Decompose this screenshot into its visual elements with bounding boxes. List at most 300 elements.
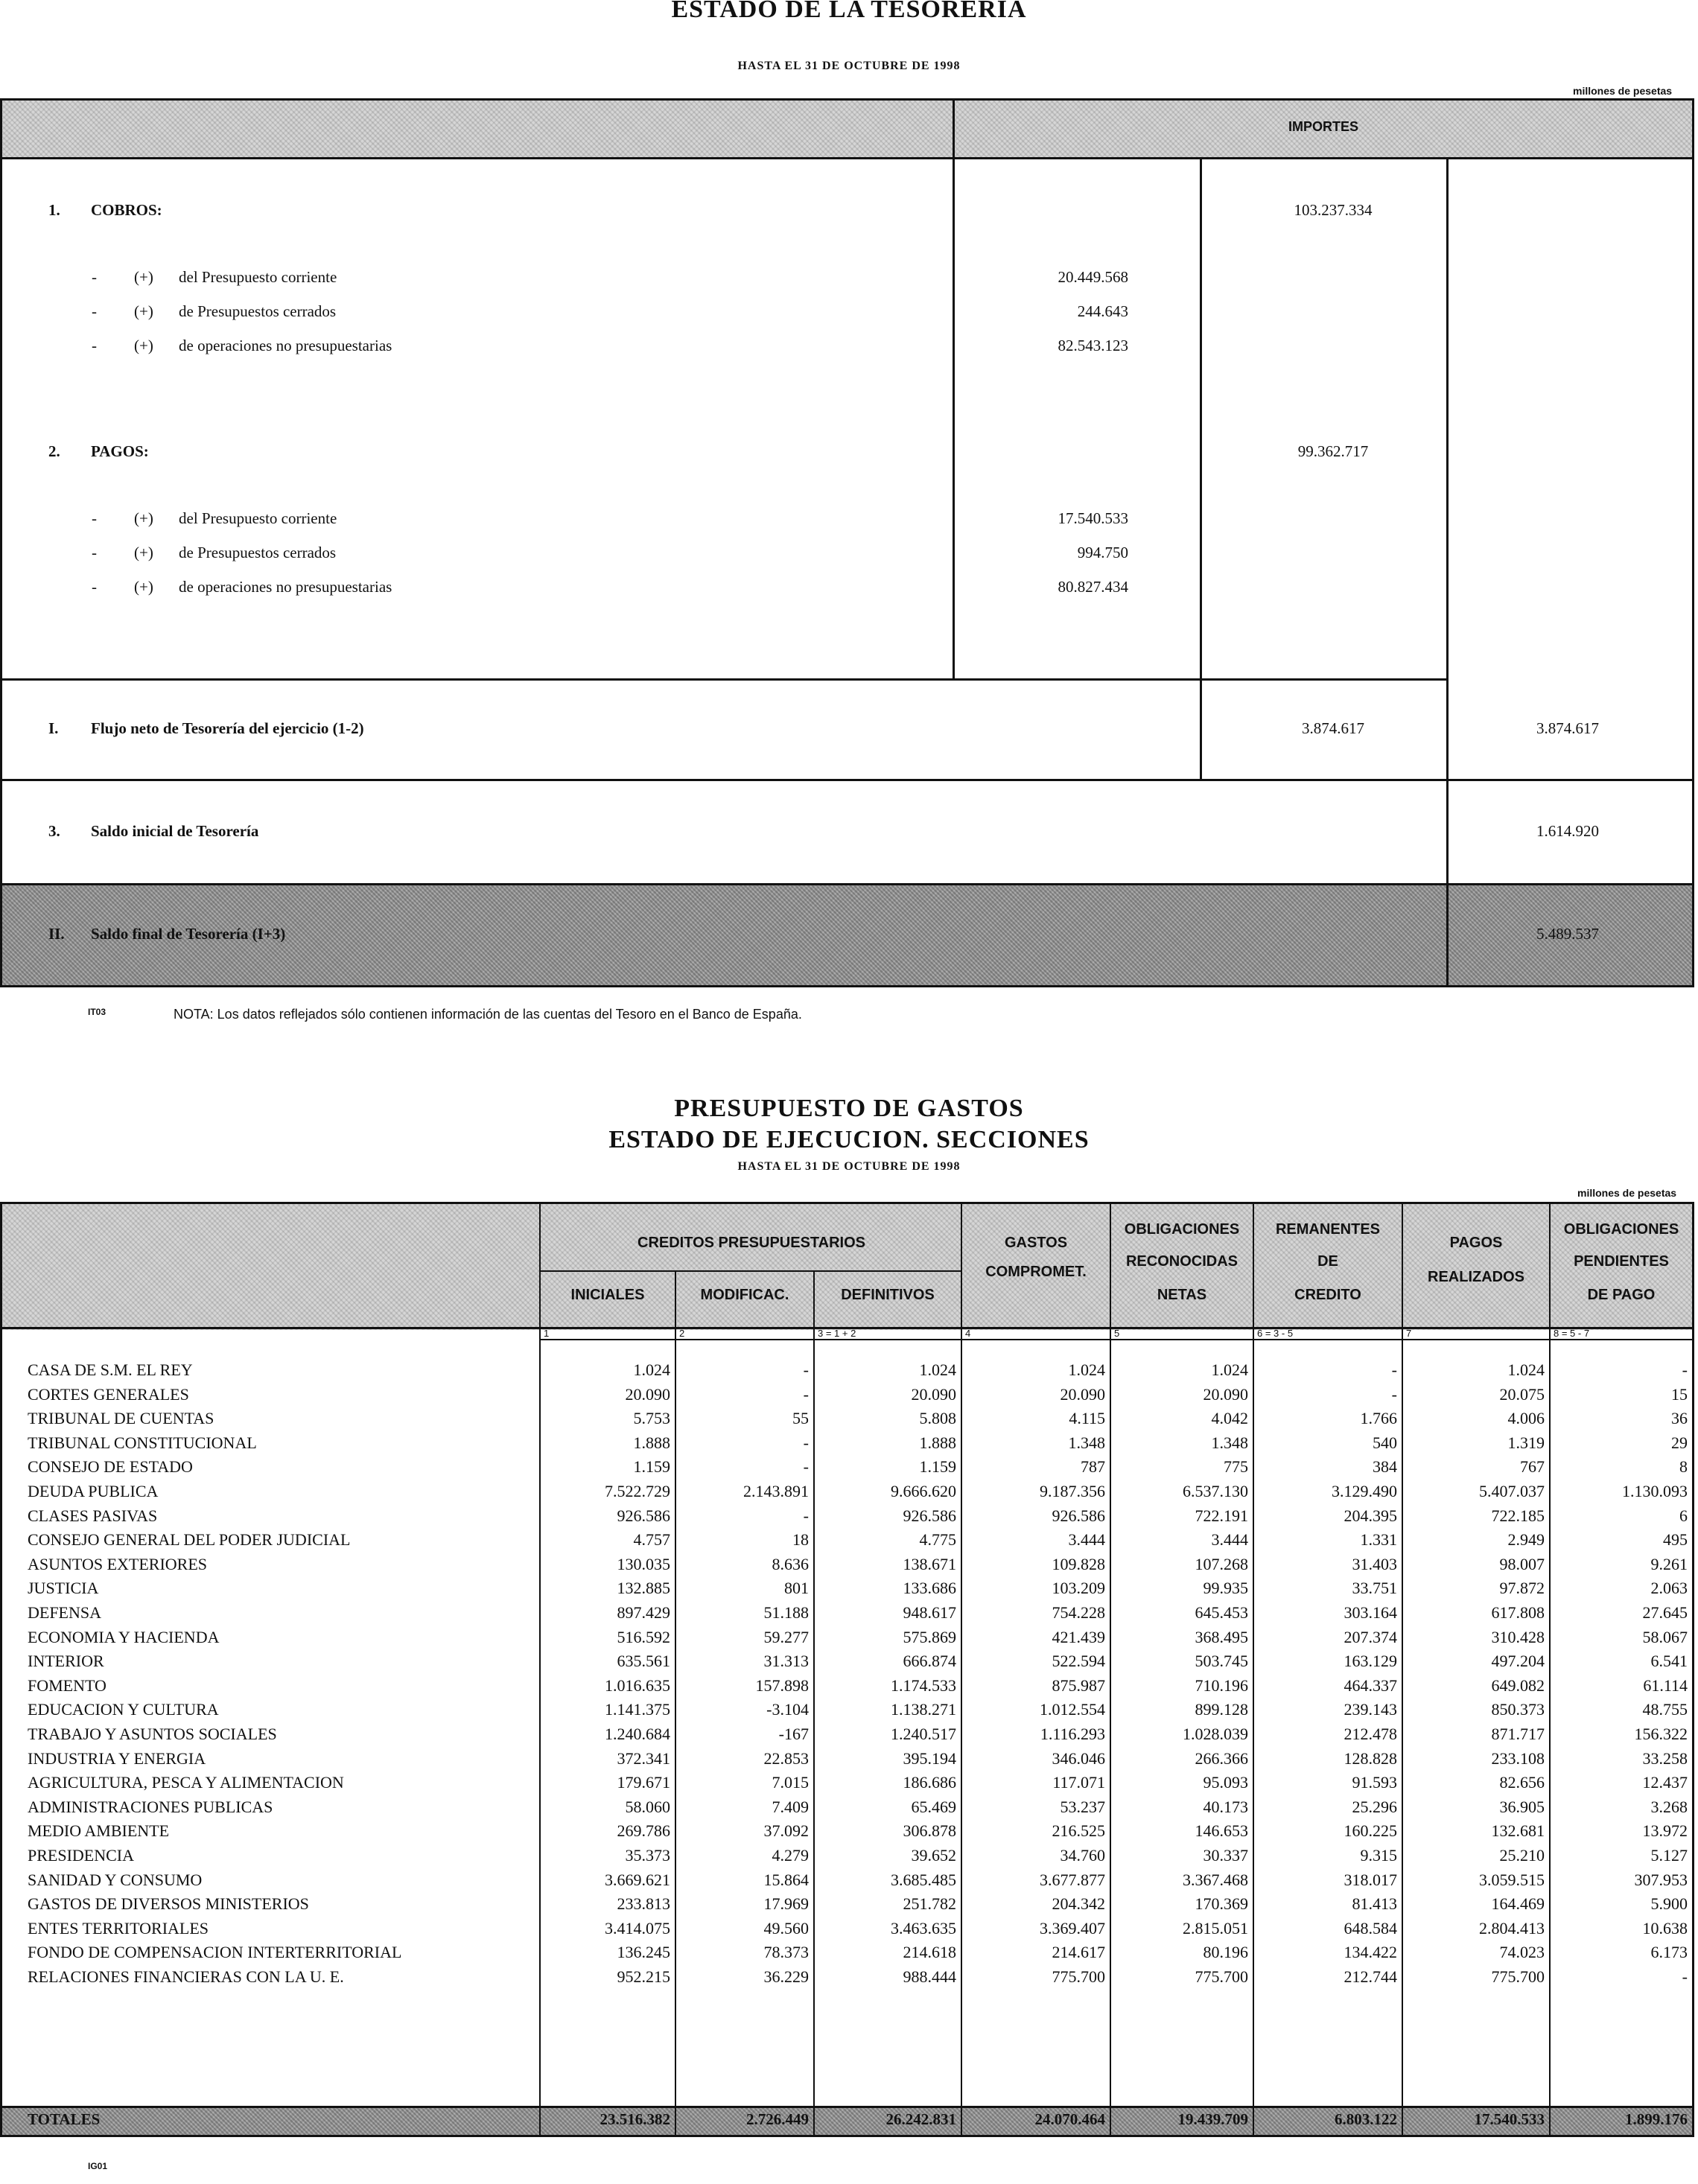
cell-value: 926.586 — [617, 1506, 670, 1525]
cell-value: 3.677.877 — [1040, 1870, 1105, 1889]
totales-value: 1.899.176 — [1625, 2110, 1688, 2128]
cell-value: 13.972 — [1642, 1821, 1688, 1841]
cell-value: 421.439 — [1052, 1627, 1105, 1646]
section-name: CLASES PASIVAS — [28, 1506, 158, 1525]
header-creditos: CREDITOS PRESUPUESTARIOS — [637, 1235, 865, 1251]
cell-value: 80.196 — [1203, 1943, 1248, 1962]
section-name: GASTOS DE DIVERSOS MINISTERIOS — [28, 1894, 309, 1914]
cell-value: 156.322 — [1634, 1725, 1688, 1743]
cell-value: 34.760 — [1060, 1846, 1105, 1865]
cell-value: 4.279 — [772, 1846, 809, 1865]
saldo-inicial-num: 3. — [48, 822, 60, 840]
section-name: DEUDA PUBLICA — [28, 1482, 159, 1500]
cell-value: 1.130.093 — [1622, 1482, 1688, 1500]
cell-value: 9.187.356 — [1040, 1482, 1105, 1500]
cell-value: 179.671 — [617, 1773, 670, 1792]
cell-value: 78.373 — [763, 1943, 809, 1962]
cell-value: 9.666.620 — [891, 1482, 956, 1500]
cell-value: 1.240.517 — [891, 1725, 956, 1743]
cell-value: 1.028.039 — [1183, 1725, 1248, 1743]
cell-value: 5.753 — [633, 1409, 670, 1428]
flujo-value-total: 3.874.617 — [1536, 719, 1599, 737]
cell-value: 6 — [1679, 1506, 1688, 1525]
table-row — [0, 1385, 1698, 1410]
cell-value: 3.059.515 — [1479, 1870, 1545, 1889]
header-pendientes: OBLIGACIONES — [1563, 1221, 1679, 1238]
cell-value: 2.063 — [1650, 1579, 1688, 1598]
cell-value: 649.082 — [1491, 1675, 1545, 1695]
cell-value: 926.586 — [903, 1506, 956, 1525]
header-gastos: GASTOS — [1004, 1235, 1068, 1251]
cell-value: 269.786 — [617, 1821, 670, 1841]
col-number: 4 — [965, 1328, 971, 1339]
cell-value: 1.116.293 — [1040, 1725, 1105, 1743]
cell-value: 4.006 — [1507, 1409, 1545, 1428]
cell-value: 216.525 — [1052, 1821, 1105, 1841]
cell-value: 722.191 — [1195, 1506, 1248, 1525]
cell-value: 1.138.271 — [891, 1700, 956, 1719]
cell-value: 775 — [1224, 1457, 1248, 1477]
cell-value: 897.429 — [617, 1603, 670, 1622]
cell-value: 164.469 — [1491, 1894, 1545, 1914]
cell-value: 109.828 — [1052, 1554, 1105, 1573]
table-row — [0, 1457, 1698, 1482]
section-name: ECONOMIA Y HACIENDA — [28, 1627, 220, 1646]
cell-value: 1.024 — [1507, 1360, 1545, 1379]
cell-value: 107.268 — [1195, 1554, 1248, 1573]
cell-value: 25.210 — [1499, 1846, 1545, 1865]
tesoreria-unit: millones de pesetas — [1573, 85, 1673, 97]
totales-value: 23.516.382 — [600, 2110, 670, 2128]
section-name: EDUCACION Y CULTURA — [28, 1700, 219, 1719]
section-name: DEFENSA — [28, 1603, 102, 1622]
section-name: MEDIO AMBIENTE — [28, 1821, 170, 1841]
tesoreria-code: IT03 — [88, 1007, 106, 1017]
cell-value: 1.159 — [919, 1457, 956, 1477]
cell-value: - — [1391, 1360, 1397, 1379]
cell-value: 3.369.407 — [1040, 1918, 1105, 1938]
cobros-label: COBROS: — [91, 201, 162, 219]
cell-value: 3.444 — [1068, 1530, 1105, 1550]
cell-value: 645.453 — [1195, 1603, 1248, 1622]
cell-value: 516.592 — [617, 1627, 670, 1646]
cell-value: 98.007 — [1499, 1554, 1545, 1573]
cell-value: 310.428 — [1491, 1627, 1545, 1646]
section-name: PRESIDENCIA — [28, 1846, 135, 1865]
cell-value: 239.143 — [1344, 1700, 1397, 1719]
cell-value: 1.331 — [1360, 1530, 1397, 1550]
gastos-subtitle: HASTA EL 31 DE OCTUBRE DE 1998 — [737, 1160, 961, 1173]
cell-value: 51.188 — [763, 1603, 809, 1622]
cell-value: 1.319 — [1507, 1433, 1545, 1452]
cell-value: 1.024 — [919, 1360, 956, 1379]
cell-value: 1.348 — [1211, 1433, 1248, 1452]
cell-value: 58.060 — [625, 1797, 670, 1816]
table-row — [0, 1773, 1698, 1798]
cell-value: 36.229 — [763, 1967, 809, 1986]
cell-value: 212.478 — [1344, 1725, 1397, 1743]
pagos-total: 99.362.717 — [1297, 442, 1369, 460]
table-row — [0, 1871, 1698, 1895]
cell-value: 74.023 — [1499, 1943, 1545, 1962]
cell-value: 346.046 — [1052, 1748, 1105, 1768]
cell-value: 6.173 — [1650, 1943, 1688, 1962]
cell-value: 767 — [1520, 1457, 1545, 1477]
tesoreria-title: ESTADO DE LA TESORERIA — [671, 0, 1027, 23]
section-name: FONDO DE COMPENSACION INTERTERRITORIAL — [28, 1943, 402, 1962]
cell-value: 65.469 — [911, 1797, 956, 1816]
cell-value: 18 — [792, 1530, 809, 1550]
cell-value: 4.115 — [1069, 1409, 1105, 1428]
cell-value: 186.686 — [903, 1773, 956, 1792]
cell-value: 233.813 — [617, 1894, 670, 1914]
section-name: ENTES TERRITORIALES — [28, 1918, 209, 1938]
totales-value: 19.439.709 — [1177, 2110, 1248, 2128]
cell-value: 8 — [1679, 1457, 1688, 1477]
saldo-final-label: Saldo final de Tesorería (I+3) — [91, 925, 286, 943]
cell-value: 33.258 — [1642, 1748, 1688, 1768]
cell-value: 204.395 — [1344, 1506, 1397, 1525]
cell-value: 15.864 — [763, 1870, 809, 1889]
cell-value: - — [1682, 1360, 1688, 1379]
table-row — [0, 1919, 1698, 1943]
cell-value: 20.090 — [1203, 1384, 1248, 1404]
header-obligaciones: OBLIGACIONES — [1124, 1221, 1240, 1238]
saldo-final-value: 5.489.537 — [1536, 925, 1599, 943]
pagos-num: 2. — [48, 442, 60, 460]
saldo-inicial-value: 1.614.920 — [1536, 822, 1599, 840]
cell-value: 20.075 — [1499, 1384, 1545, 1404]
cell-value: 132.885 — [617, 1579, 670, 1598]
cell-value: 4.757 — [633, 1530, 670, 1550]
cell-value: -3.104 — [766, 1700, 809, 1719]
table-row — [0, 1798, 1698, 1822]
section-name: ADMINISTRACIONES PUBLICAS — [28, 1797, 273, 1816]
cell-value: 6.541 — [1650, 1652, 1688, 1671]
section-name: FOMENTO — [28, 1675, 106, 1695]
header-modificac: MODIFICAC. — [700, 1287, 789, 1303]
cell-value: 20.090 — [625, 1384, 670, 1404]
cell-value: 307.953 — [1634, 1870, 1688, 1889]
cell-value: 1.348 — [1068, 1433, 1105, 1452]
cell-value: - — [1682, 1967, 1688, 1986]
cell-value: 91.593 — [1352, 1773, 1397, 1792]
cell-value: 12.437 — [1642, 1773, 1688, 1792]
table-row — [0, 1506, 1698, 1531]
table-row — [0, 1409, 1698, 1433]
header-pendientes-2: PENDIENTES — [1574, 1253, 1669, 1270]
cell-value: 138.671 — [903, 1554, 956, 1573]
header-iniciales: INICIALES — [570, 1287, 645, 1303]
saldo-final-num: II. — [48, 925, 65, 943]
cell-value: 157.898 — [755, 1675, 809, 1695]
cell-value: 10.638 — [1642, 1918, 1688, 1938]
section-name: ASUNTOS EXTERIORES — [28, 1554, 208, 1573]
header-remanentes-2: DE — [1317, 1253, 1338, 1270]
cell-value: 20.090 — [1060, 1384, 1105, 1404]
cell-value: 160.225 — [1344, 1821, 1397, 1841]
section-name: JUSTICIA — [28, 1579, 99, 1598]
cell-value: 103.209 — [1052, 1579, 1105, 1598]
cell-value: 214.618 — [903, 1943, 956, 1962]
cell-value: 3.444 — [1211, 1530, 1248, 1550]
cell-value: 5.808 — [919, 1409, 956, 1428]
cell-value: 9.261 — [1650, 1554, 1688, 1573]
cell-value: 3.669.621 — [605, 1870, 670, 1889]
col-number: 8 = 5 - 7 — [1554, 1328, 1590, 1339]
cell-value: 170.369 — [1195, 1894, 1248, 1914]
cell-value: - — [1391, 1384, 1397, 1404]
cell-value: 4.775 — [919, 1530, 956, 1550]
cell-value: 540 — [1373, 1433, 1397, 1452]
cell-value: 7.409 — [772, 1797, 809, 1816]
cell-value: 384 — [1373, 1457, 1397, 1477]
cell-value: 722.185 — [1491, 1506, 1545, 1525]
cell-value: 2.949 — [1507, 1530, 1545, 1550]
cell-value: 710.196 — [1195, 1675, 1248, 1695]
col-number: 3 = 1 + 2 — [818, 1328, 856, 1339]
table-row — [0, 1628, 1698, 1652]
table-row — [0, 1482, 1698, 1506]
col-number: 5 — [1114, 1328, 1120, 1339]
importes-header: IMPORTES — [1288, 119, 1359, 134]
cell-value: 948.617 — [903, 1603, 956, 1622]
section-name: AGRICULTURA, PESCA Y ALIMENTACION — [28, 1773, 344, 1792]
cell-value: 801 — [784, 1579, 809, 1598]
gastos-header-band — [1, 1203, 1692, 1330]
cell-value: 306.878 — [903, 1821, 956, 1841]
cell-value: 25.296 — [1352, 1797, 1397, 1816]
cell-value: 850.373 — [1491, 1700, 1545, 1719]
cell-value: 33.751 — [1352, 1579, 1397, 1598]
cell-value: 266.366 — [1195, 1748, 1248, 1768]
col-number: 2 — [679, 1328, 685, 1339]
cell-value: 251.782 — [903, 1894, 956, 1914]
cell-value: 3.414.075 — [605, 1918, 670, 1938]
section-name: TRIBUNAL CONSTITUCIONAL — [28, 1433, 257, 1452]
cell-value: 2.143.891 — [743, 1482, 809, 1500]
section-name: SANIDAD Y CONSUMO — [28, 1870, 203, 1889]
cell-value: 522.594 — [1052, 1652, 1105, 1671]
cell-value: 95.093 — [1203, 1773, 1248, 1792]
cell-value: 368.495 — [1195, 1627, 1248, 1646]
cell-value: 58.067 — [1642, 1627, 1688, 1646]
section-name: TRIBUNAL DE CUENTAS — [28, 1409, 214, 1428]
cell-value: 8.636 — [772, 1554, 809, 1573]
cell-value: 1.174.533 — [891, 1675, 956, 1695]
flujo-value: 3.874.617 — [1302, 719, 1364, 737]
totales-value: 2.726.449 — [746, 2110, 809, 2128]
totales-value: 24.070.464 — [1034, 2110, 1105, 2128]
saldo-inicial-label: Saldo inicial de Tesorería — [91, 822, 259, 840]
cell-value: 875.987 — [1052, 1675, 1105, 1695]
section-name: INTERIOR — [28, 1652, 104, 1671]
cell-value: 775.700 — [1052, 1967, 1105, 1986]
header-remanentes: REMANENTES — [1275, 1221, 1380, 1238]
cell-value: 29 — [1671, 1433, 1688, 1452]
cell-value: 648.584 — [1344, 1918, 1397, 1938]
cell-value: 136.245 — [617, 1943, 670, 1962]
cell-value: 97.872 — [1499, 1579, 1545, 1598]
cell-value: 617.808 — [1491, 1603, 1545, 1622]
table-row — [0, 1579, 1698, 1603]
cell-value: 775.700 — [1491, 1967, 1545, 1986]
cell-value: 5.407.037 — [1479, 1482, 1545, 1500]
cell-value: 3.463.635 — [891, 1918, 956, 1938]
table-row — [0, 1846, 1698, 1871]
cell-value: 787 — [1081, 1457, 1105, 1477]
totales-label: TOTALES — [28, 2110, 101, 2128]
cell-value: 27.645 — [1642, 1603, 1688, 1622]
cell-value: 233.108 — [1491, 1748, 1545, 1768]
flujo-num: I. — [48, 719, 59, 737]
cell-value: 1.141.375 — [605, 1700, 670, 1719]
cell-value: 1.024 — [633, 1360, 670, 1379]
cell-value: - — [803, 1360, 809, 1379]
cell-value: 30.337 — [1203, 1846, 1248, 1865]
cell-value: 395.194 — [903, 1748, 956, 1768]
cell-value: 207.374 — [1344, 1627, 1397, 1646]
section-name: CORTES GENERALES — [28, 1384, 189, 1404]
cell-value: 163.129 — [1344, 1652, 1397, 1671]
cell-value: 1.888 — [919, 1433, 956, 1452]
cell-value: 128.828 — [1344, 1748, 1397, 1768]
cell-value: 899.128 — [1195, 1700, 1248, 1719]
totales-value: 26.242.831 — [885, 2110, 956, 2128]
section-name: CONSEJO GENERAL DEL PODER JUDICIAL — [28, 1530, 351, 1550]
cell-value: 575.869 — [903, 1627, 956, 1646]
cell-value: 15 — [1671, 1384, 1688, 1404]
cell-value: 130.035 — [617, 1554, 670, 1573]
cell-value: 1.766 — [1360, 1409, 1397, 1428]
header-remanentes-3: CREDITO — [1294, 1287, 1361, 1303]
cell-value: 146.653 — [1195, 1821, 1248, 1841]
header-gastos-2: COMPROMET. — [985, 1264, 1087, 1280]
cell-value: 497.204 — [1491, 1652, 1545, 1671]
section-name: CASA DE S.M. EL REY — [28, 1360, 193, 1379]
cell-value: 952.215 — [617, 1967, 670, 1986]
cell-value: 775.700 — [1195, 1967, 1248, 1986]
cell-value: 1.024 — [1211, 1360, 1248, 1379]
section-name: CONSEJO DE ESTADO — [28, 1457, 193, 1477]
col-number: 7 — [1406, 1328, 1412, 1339]
header-obligaciones-2: RECONOCIDAS — [1125, 1253, 1238, 1270]
cell-value: 5.127 — [1650, 1846, 1688, 1865]
cell-value: 3.268 — [1650, 1797, 1688, 1816]
cell-value: 117.071 — [1052, 1773, 1105, 1792]
cell-value: 3.685.485 — [891, 1870, 956, 1889]
cell-value: 40.173 — [1203, 1797, 1248, 1816]
cell-value: 36.905 — [1499, 1797, 1545, 1816]
cell-value: 214.617 — [1052, 1943, 1105, 1962]
cell-value: 666.874 — [903, 1652, 956, 1671]
cell-value: 1.012.554 — [1040, 1700, 1105, 1719]
table-row — [0, 1652, 1698, 1676]
table-row — [0, 1967, 1698, 1992]
cell-value: 503.745 — [1195, 1652, 1248, 1671]
cell-value: 59.277 — [763, 1627, 809, 1646]
cobros-num: 1. — [48, 201, 60, 219]
cell-value: 3.129.490 — [1332, 1482, 1397, 1500]
header-obligaciones-3: NETAS — [1157, 1287, 1207, 1303]
cell-value: 5.900 — [1650, 1894, 1688, 1914]
cell-value: - — [803, 1384, 809, 1404]
cell-value: 2.815.051 — [1183, 1918, 1248, 1938]
pagos-label: PAGOS: — [91, 442, 149, 460]
cell-value: 988.444 — [903, 1967, 956, 1986]
table-row — [0, 1530, 1698, 1555]
cell-value: 35.373 — [625, 1846, 670, 1865]
cell-value: 495 — [1663, 1530, 1688, 1550]
cell-value: 464.337 — [1344, 1675, 1397, 1695]
section-name: TRABAJO Y ASUNTOS SOCIALES — [28, 1725, 277, 1743]
cell-value: 318.017 — [1344, 1870, 1397, 1889]
cell-value: 17.969 — [763, 1894, 809, 1914]
cell-value: 9.315 — [1360, 1846, 1397, 1865]
cell-value: 1.240.684 — [605, 1725, 670, 1743]
table-row — [0, 1821, 1698, 1846]
gastos-title-2: ESTADO DE EJECUCION. SECCIONES — [608, 1126, 1090, 1153]
cell-value: 6.537.130 — [1183, 1482, 1248, 1500]
col-number: 6 = 3 - 5 — [1257, 1328, 1294, 1339]
table-row — [0, 1603, 1698, 1628]
cell-value: 99.935 — [1203, 1579, 1248, 1598]
header-pagos: PAGOS — [1449, 1235, 1503, 1251]
cell-value: 82.656 — [1499, 1773, 1545, 1792]
cell-value: 372.341 — [617, 1748, 670, 1768]
cell-value: 3.367.468 — [1183, 1870, 1248, 1889]
tesoreria-subtitle: HASTA EL 31 DE OCTUBRE DE 1998 — [737, 60, 961, 72]
cell-value: 31.403 — [1352, 1554, 1397, 1573]
table-row — [0, 1725, 1698, 1749]
tesoreria-header-band — [1, 100, 1692, 158]
section-name: INDUSTRIA Y ENERGIA — [28, 1748, 206, 1768]
cell-value: 303.164 — [1344, 1603, 1397, 1622]
cell-value: 871.717 — [1491, 1725, 1545, 1743]
header-pendientes-3: DE PAGO — [1587, 1287, 1656, 1303]
table-row — [0, 1749, 1698, 1774]
cell-value: 39.652 — [911, 1846, 956, 1865]
cell-value: - — [803, 1457, 809, 1477]
cell-value: 2.804.413 — [1479, 1918, 1545, 1938]
cell-value: 53.237 — [1060, 1797, 1105, 1816]
cell-value: 81.413 — [1352, 1894, 1397, 1914]
table-row — [0, 1555, 1698, 1579]
cell-value: 754.228 — [1052, 1603, 1105, 1622]
totales-value: 17.540.533 — [1474, 2110, 1545, 2128]
table-row — [0, 1894, 1698, 1919]
cell-value: 133.686 — [903, 1579, 956, 1598]
gastos-title: PRESUPUESTO DE GASTOS — [674, 1095, 1024, 1122]
table-row — [0, 1700, 1698, 1725]
cell-value: 7.015 — [772, 1773, 809, 1792]
gastos-unit: millones de pesetas — [1577, 1187, 1677, 1199]
tesoreria-nota: NOTA: Los datos reflejados sólo contienen información de las cuentas del Tesoro en el Banco de España. — [174, 1007, 802, 1022]
gastos-code: IG01 — [88, 2161, 108, 2171]
cell-value: 55 — [792, 1409, 809, 1428]
cell-value: 132.681 — [1491, 1821, 1545, 1841]
cobros-total: 103.237.334 — [1294, 201, 1373, 219]
cell-value: 212.744 — [1344, 1967, 1397, 1986]
table-row — [0, 1676, 1698, 1701]
cell-value: 204.342 — [1052, 1894, 1105, 1914]
cell-value: 22.853 — [763, 1748, 809, 1768]
totales-value: 6.803.122 — [1335, 2110, 1397, 2128]
cell-value: 635.561 — [617, 1652, 670, 1671]
cell-value: 48.755 — [1642, 1700, 1688, 1719]
cell-value: 1.024 — [1068, 1360, 1105, 1379]
cell-value: 134.422 — [1344, 1943, 1397, 1962]
